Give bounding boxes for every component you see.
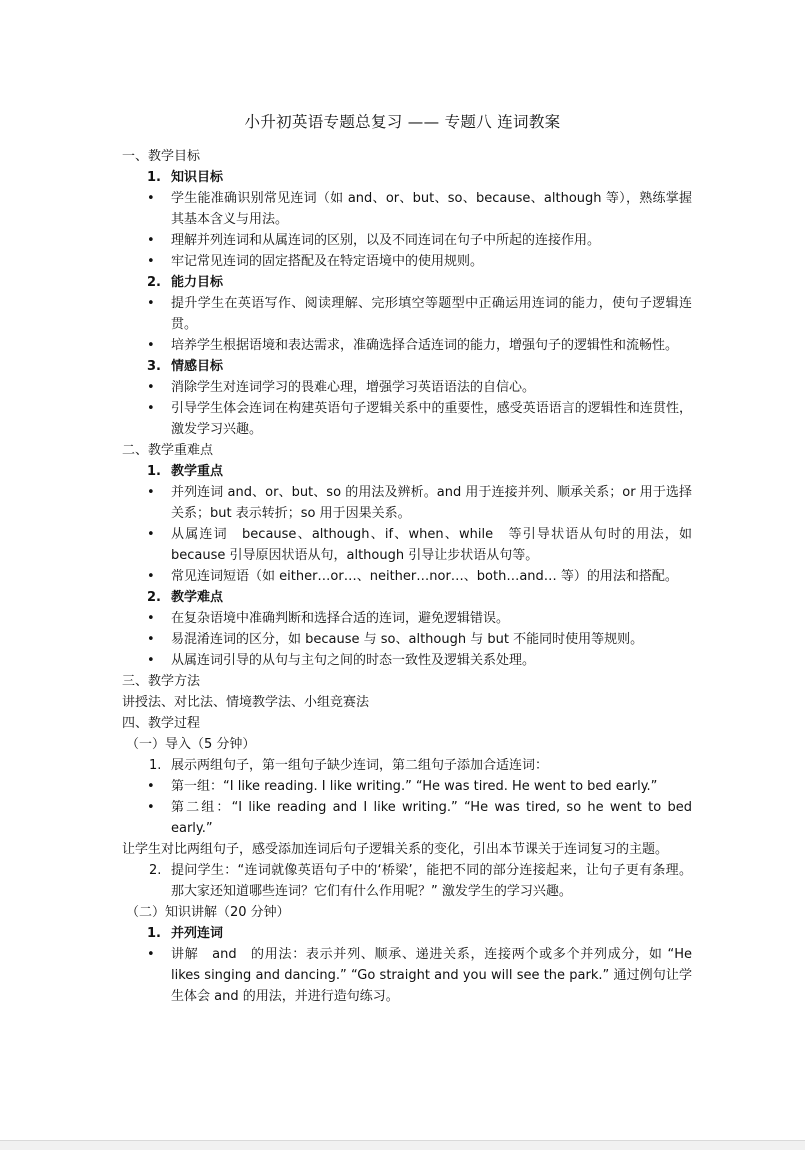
list-item: • 第二组：“I like reading and I like writing.” “He was tired, so he went to bed early.” [122,797,692,839]
list-item: • 提升学生在英语写作、阅读理解、完形填空等题型中正确运用连词的能力，使句子逻辑连贯。 [122,293,692,335]
list-item-text: 展示两组句子，第一组句子缺少连词，第二组句子添加合适连词： [171,758,549,773]
list-number: 1. [149,758,162,773]
section-heading: 四、教学过程 [122,716,201,731]
subsection-title: 教学难点 [171,590,224,605]
subsection-heading [122,272,692,293]
list-number: 2. [147,275,161,290]
list-number: 2. [149,863,162,878]
list-item: • 从属连词 because、although、if、when、while 等引导状语从句时的用法，如 because 引导原因状语从句，although 引导让步状语从句等。 [122,524,692,566]
page-title: 小升初英语专题总复习 —— 专题八 连词教案 [244,113,561,131]
subsection-heading: （二）知识讲解（20 分钟） [126,905,290,920]
subsection-heading [122,356,692,377]
subsection-heading: （一）导入（5 分钟） [126,737,256,752]
list-item: • 从属连词引导的从句与主句之间的时态一致性及逻辑关系处理。 [122,650,692,671]
list-item: • 常见连词短语（如 either…or…、neither…nor…、both…and… 等）的用法和搭配。 [122,566,692,587]
subsection-title: 情感目标 [171,359,224,374]
list-item: • 在复杂语境中准确判断和选择合适的连词，避免逻辑错误。 [122,608,692,629]
section-heading: 三、教学方法 [122,674,201,689]
list-item: • 引导学生体会连词在构建英语句子逻辑关系中的重要性，感受英语语言的逻辑性和连贯性，激发学习兴趣。 [122,398,692,440]
list-item: • 易混淆连词的区分，如 because 与 so、although 与 but 不能同时使用等规则。 [122,629,692,650]
list-item-text: 提问学生：“连词就像英语句子中的‘桥梁’，能把不同的部分连接起来，让句子更有条理。那大家还知道哪些连词？它们有什么作用呢？” 激发学生的学习兴趣。 [171,863,692,899]
list-item: • 消除学生对连词学习的畏难心理，增强学习英语语法的自信心。 [122,377,692,398]
list-number: 1. [147,926,161,941]
document-body [122,146,692,1007]
list-item [122,860,692,902]
subsection-heading [122,461,692,482]
subsection-heading [122,587,692,608]
subsection-title: 能力目标 [171,275,224,290]
list-item: • 理解并列连词和从属连词的区别，以及不同连词在句子中所起的连接作用。 [122,230,692,251]
list-item: • 培养学生根据语境和表达需求，准确选择合适连词的能力，增强句子的逻辑性和流畅性。 [122,335,692,356]
subsection-heading [122,923,692,944]
list-number: 2. [147,590,161,605]
paragraph: 讲授法、对比法、情境教学法、小组竞赛法 [122,695,370,710]
list-item: • 牢记常见连词的固定搭配及在特定语境中的使用规则。 [122,251,692,272]
list-item: • 讲解 and 的用法：表示并列、顺承、递进关系，连接两个或多个并列成分，如 “He likes singing and dancing.” “Go straight and you will see the park.” 通过例句让学生体会 and 的用法，并进行造句练习。 [122,944,692,1007]
list-item [122,755,692,776]
subsection-title: 并列连词 [171,926,224,941]
section-heading: 二、教学重难点 [122,443,214,458]
list-number: 3. [147,359,161,374]
paragraph: 让学生对比两组句子，感受添加连词后句子逻辑关系的变化，引出本节课关于连词复习的主题。 [122,842,669,857]
section-heading: 一、教学目标 [122,149,201,164]
subsection-title: 知识目标 [171,170,224,185]
list-item: • 学生能准确识别常见连词（如 and、or、but、so、because、although 等），熟练掌握其基本含义与用法。 [122,188,692,230]
list-item: • 第一组：“I like reading. I like writing.” “He was tired. He went to bed early.” [122,776,692,797]
list-number: 1. [147,464,161,479]
subsection-heading [122,167,692,188]
list-item: • 并列连词 and、or、but、so 的用法及辨析。and 用于连接并列、顺承关系；or 用于选择关系；but 表示转折；so 用于因果关系。 [122,482,692,524]
subsection-title: 教学重点 [171,464,224,479]
list-number: 1. [147,170,161,185]
